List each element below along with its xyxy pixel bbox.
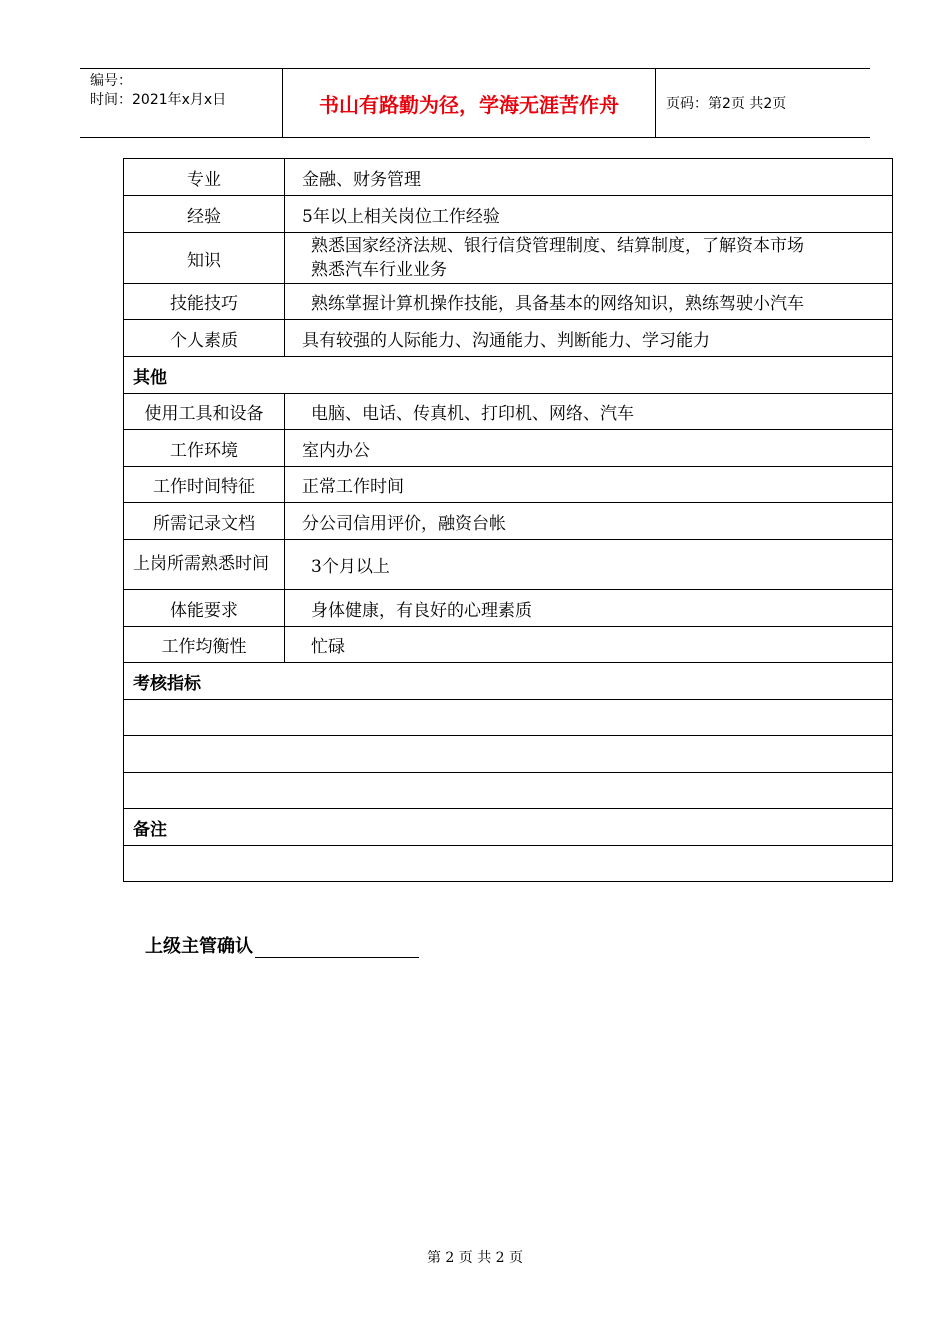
section-title-other: 其他 [124,357,893,394]
row-value: 忙碌 [285,627,893,663]
row-value [285,233,893,284]
row-label: 工作环境 [124,430,285,467]
row-label: 专业 [124,159,285,196]
row-label: 知识 [124,233,285,284]
row-value: 身体健康，有良好的心理素质 [285,590,893,627]
header-meta [90,72,226,110]
row-value: 金融、财务管理 [285,159,893,196]
kpi-blank-cell [124,773,893,809]
row-label: 个人素质 [124,320,285,357]
empty-row [124,736,893,773]
table-row [124,284,893,320]
table-row [124,467,893,503]
row-label: 经验 [124,196,285,233]
empty-row [124,700,893,736]
row-value: 室内办公 [285,430,893,467]
row-label: 工作时间特征 [124,467,285,503]
table-row [124,196,893,233]
row-value: 正常工作时间 [285,467,893,503]
header-motto: 书山有路勤为径，学海无涯苦作舟 [319,92,619,117]
supervisor-confirm [145,932,419,958]
row-label: 工作均衡性 [124,627,285,663]
header-divider [655,69,656,137]
table-row [124,590,893,627]
number-label: 编号： [90,73,132,89]
row-label: 所需记录文档 [124,503,285,540]
section-title-kpi: 考核指标 [124,663,893,700]
kpi-blank-cell [124,700,893,736]
table-row [124,159,893,196]
row-label: 使用工具和设备 [124,394,285,430]
table-row [124,233,893,284]
row-value: 5年以上相关岗位工作经验 [285,196,893,233]
page-info: 页码：第2页 共2页 [666,96,787,112]
section-row [124,663,893,700]
row-value: 具有较强的人际能力、沟通能力、判断能力、学习能力 [285,320,893,357]
knowledge-line-2: 熟悉汽车行业业务 [311,260,447,280]
confirm-label: 上级主管确认 [145,936,253,957]
knowledge-line-1: 熟悉国家经济法规、银行信贷管理制度、结算制度，了解资本市场 [311,236,804,256]
page-header [80,68,870,138]
empty-row [124,846,893,882]
table-row [124,320,893,357]
kpi-blank-cell [124,736,893,773]
row-value: 熟练掌握计算机操作技能，具备基本的网络知识，熟练驾驶小汽车 [285,284,893,320]
row-label: 体能要求 [124,590,285,627]
table-row [124,430,893,467]
date-label: 时间：2021年x月x日 [90,92,227,108]
table-row [124,394,893,430]
row-value: 3个月以上 [285,540,893,590]
section-title-remarks: 备注 [124,809,893,846]
section-row [124,809,893,846]
row-label: 上岗所需熟悉时间 [124,540,285,590]
table-row [124,503,893,540]
section-row [124,357,893,394]
table-row [124,627,893,663]
page-footer: 第 2 页 共 2 页 [426,1250,524,1266]
remarks-blank-cell [124,846,893,882]
job-spec-table [123,158,893,882]
table-row [124,540,893,590]
signature-line [255,937,419,958]
row-value: 分公司信用评价，融资台帐 [285,503,893,540]
empty-row [124,773,893,809]
row-label: 技能技巧 [124,284,285,320]
row-value: 电脑、电话、传真机、打印机、网络、汽车 [285,394,893,430]
